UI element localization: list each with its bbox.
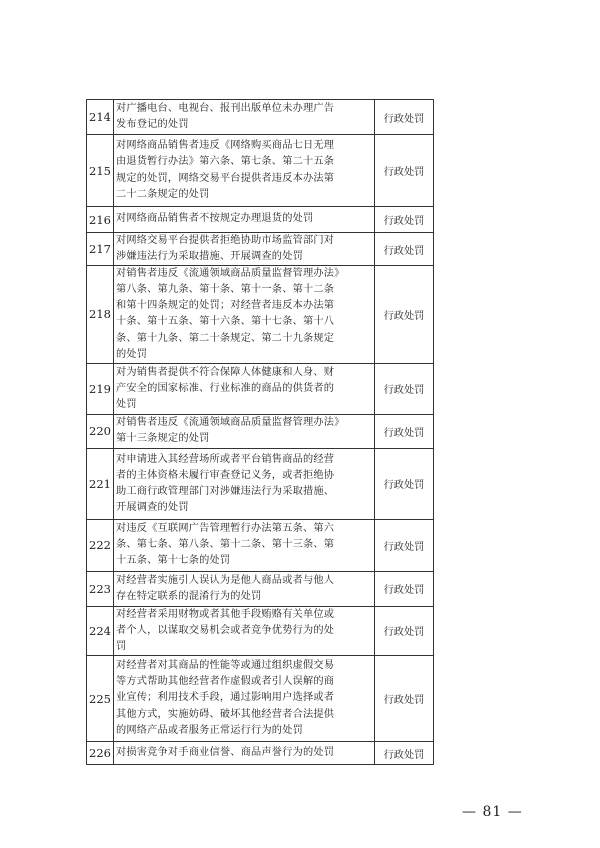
penalty-type: 行政处罚 <box>375 448 434 519</box>
table-row <box>87 414 434 448</box>
row-number: 223 <box>87 571 114 606</box>
penalty-type: 行政处罚 <box>375 207 434 233</box>
penalty-item-line: 对违反《互联网广告管理暂行办法第五条、第六 <box>116 523 335 535</box>
penalty-item-line: 存在特定联系的混淆行为的处罚 <box>116 590 262 602</box>
penalty-item-line: 者个人，以谋取交易机会或者竞争优势行为的处 <box>116 624 335 636</box>
penalty-item-line: 发布登记的处罚 <box>116 119 189 130</box>
penalty-item-line: 对网络交易平台提供者拒绝协助市场监管部门对 <box>116 235 335 246</box>
penalty-item <box>114 135 375 207</box>
penalty-item-line: 十条、第十五条、第十六条、第十七条、第十八 <box>116 316 335 328</box>
penalty-type: 行政处罚 <box>375 100 434 135</box>
row-number: 219 <box>87 363 114 414</box>
row-number: 217 <box>87 233 114 266</box>
penalty-item <box>114 519 375 571</box>
penalty-type: 行政处罚 <box>375 233 434 266</box>
table-row <box>87 135 434 207</box>
penalty-item-line: 二十二条规定的处罚 <box>116 188 210 200</box>
penalty-item <box>114 742 375 765</box>
penalty-item-line: 对广播电台、电视台、报刊出版单位未办理广告 <box>116 102 335 114</box>
penalty-type: 行政处罚 <box>375 266 434 364</box>
penalty-item-line: 和第十四条规定的处罚；对经营者违反本办法第 <box>116 300 335 312</box>
penalty-item-line: 对为销售者提供不符合保障人体健康和人身、财 <box>116 366 335 378</box>
penalty-item-line: 条、第十九条、第二十条规定、第二十九条规定 <box>116 332 335 344</box>
penalty-item-line: 涉嫌违法行为采取措施、开展调查的处罚 <box>116 251 303 263</box>
row-number: 218 <box>87 266 114 364</box>
penalty-type: 行政处罚 <box>375 571 434 606</box>
penalty-item <box>114 606 375 655</box>
penalty-type: 行政处罚 <box>375 363 434 414</box>
penalty-type: 行政处罚 <box>375 656 434 742</box>
penalty-item-line: 对经营者对其商品的性能等或通过组织虚假交易 <box>116 660 335 672</box>
table-row <box>87 571 434 606</box>
table-row <box>87 207 434 233</box>
penalty-item-line: 对销售者违反《流通领域商品质量监督管理办法》 <box>116 417 345 429</box>
penalty-type: 行政处罚 <box>375 606 434 655</box>
penalty-item <box>114 414 375 448</box>
penalty-item <box>114 233 375 266</box>
table-row <box>87 266 434 364</box>
row-number: 214 <box>87 100 114 135</box>
penalty-type: 行政处罚 <box>375 414 434 448</box>
table-row <box>87 656 434 742</box>
row-number: 225 <box>87 656 114 742</box>
penalty-item-line: 罚 <box>116 640 127 652</box>
row-number: 224 <box>87 606 114 655</box>
penalty-item-line: 第十三条规定的处罚 <box>116 433 210 445</box>
table-row <box>87 519 434 571</box>
penalty-item-line: 业宣传；利用技术手段，通过影响用户选择或者 <box>116 692 335 704</box>
row-number: 220 <box>87 414 114 448</box>
penalty-item-line: 第八条、第九条、第十条、第十一条、第十二条 <box>116 284 335 296</box>
penalty-item <box>114 266 375 364</box>
row-number: 215 <box>87 135 114 207</box>
penalty-item-line: 者的主体资格未履行审查登记义务，或者拒绝协 <box>116 469 335 481</box>
penalty-item-line: 对网络商品销售者不按规定办理退货的处罚 <box>116 213 314 225</box>
penalty-item-line: 对经营者采用财物或者其他手段贿赂有关单位或 <box>116 608 335 620</box>
penalty-item-line: 十五条、第十七条的处罚 <box>116 555 231 567</box>
row-number: 222 <box>87 519 114 571</box>
table-row <box>87 606 434 655</box>
penalty-item <box>114 656 375 742</box>
penalty-type: 行政处罚 <box>375 135 434 207</box>
penalty-item <box>114 100 375 135</box>
penalty-item-line: 处罚 <box>116 398 137 410</box>
penalty-item-line: 等方式帮助其他经营者作虚假或者引人误解的商 <box>116 676 335 688</box>
table-row <box>87 448 434 519</box>
penalty-item-line: 由退货暂行办法》第六条、第七条、第二十五条 <box>116 156 335 168</box>
penalty-item-line: 对销售者违反《流通领域商品质量监督管理办法》 <box>116 268 345 280</box>
row-number: 216 <box>87 207 114 233</box>
penalty-type: 行政处罚 <box>375 519 434 571</box>
penalty-item-line: 产安全的国家标准、行业标准的商品的供货者的 <box>116 382 335 394</box>
penalty-item-line: 对损害竞争对手商业信誉、商品声誉行为的处罚 <box>116 746 335 758</box>
penalty-item <box>114 571 375 606</box>
row-number: 221 <box>87 448 114 519</box>
penalty-item-line: 助工商行政管理部门对涉嫌违法行为采取措施、 <box>116 485 335 497</box>
penalty-item-line: 的网络产品或者服务正常运行行为的处罚 <box>116 724 303 736</box>
table-row <box>87 742 434 765</box>
penalty-item-line: 开展调查的处罚 <box>116 501 189 513</box>
penalty-type: 行政处罚 <box>375 742 434 765</box>
penalty-item-line: 的处罚 <box>116 348 148 360</box>
penalty-item-line: 对经营者实施引人误认为是他人商品或者与他人 <box>116 574 335 586</box>
row-number: 226 <box>87 742 114 765</box>
penalty-item-line: 规定的处罚，网络交易平台提供者违反本办法第 <box>116 172 335 184</box>
penalty-item-line: 对网络商品销售者违反《网络购买商品七日无理 <box>116 140 335 152</box>
penalty-item-line: 其他方式，实施妨碍、破坏其他经营者合法提供 <box>116 708 335 720</box>
table-row <box>87 100 434 135</box>
penalty-item <box>114 448 375 519</box>
penalty-item <box>114 207 375 233</box>
penalty-item-line: 对申请进入其经营场所或者平台销售商品的经营 <box>116 453 335 465</box>
table-row <box>87 233 434 266</box>
penalty-item-line: 条、第七条、第八条、第十二条、第十三条、第 <box>116 539 335 551</box>
penalty-item <box>114 363 375 414</box>
page-number: — 81 — <box>462 804 523 820</box>
table-row <box>87 363 434 414</box>
penalty-items-table <box>86 99 434 765</box>
